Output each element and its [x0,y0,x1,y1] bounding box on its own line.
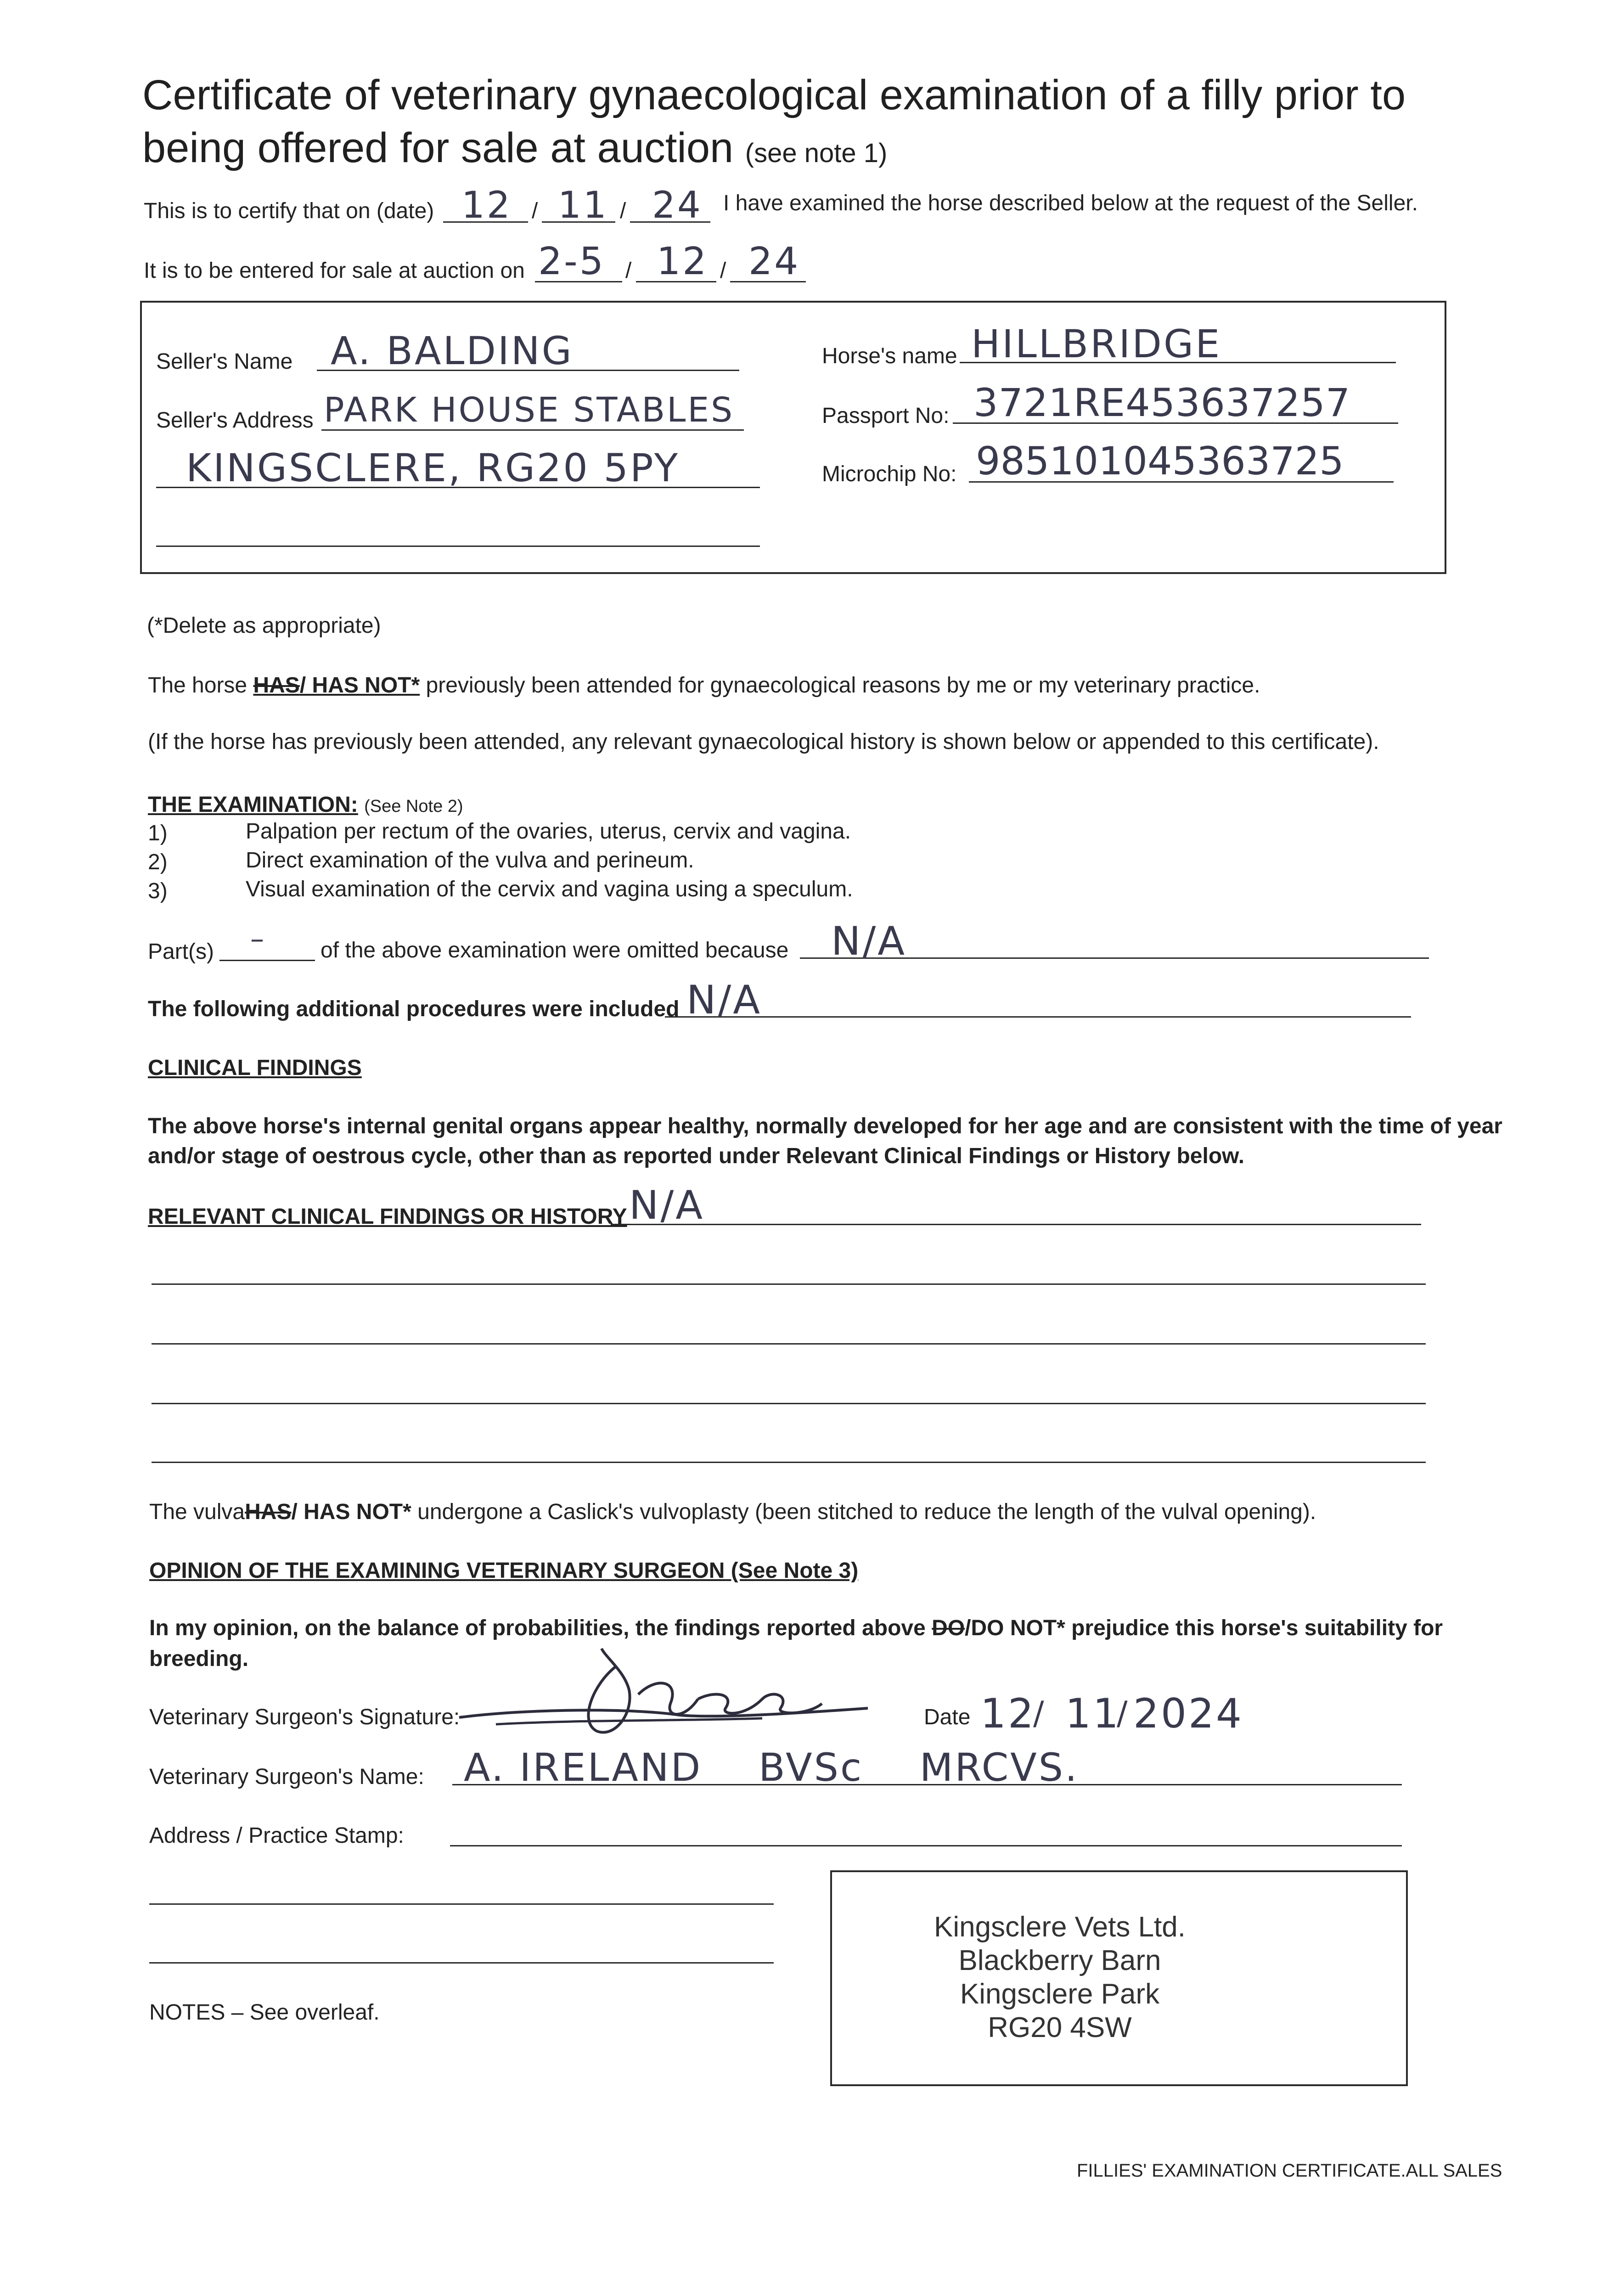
signature-label: Veterinary Surgeon's Signature: [149,1705,460,1729]
attended-struck: HAS [253,673,300,698]
exam-item-3-num: 3) [148,879,168,903]
title-note: (see note 1) [745,138,888,168]
certify-suffix: I have examined the horse described below at the request of the Seller. [723,191,1418,215]
attended-choice [253,673,420,698]
exam-item-1-text: Palpation per rectum of the ovaries, uterus, cervix and vagina. [246,819,851,844]
practice-stamp-label: Address / Practice Stamp: [149,1823,404,1848]
clinical-heading: CLINICAL FINDINGS [148,1056,362,1080]
sign-date-day: 12 [980,1690,1035,1737]
relevant-line-1 [611,1224,1421,1225]
certify-year: 24 [652,184,703,226]
certify-day: 12 [461,184,512,226]
relevant-value: N/A [629,1182,705,1228]
auction-year: 24 [748,240,800,283]
sign-date-sep-2: / [1117,1694,1130,1732]
practice-line-2 [149,1903,774,1905]
opinion-heading: OPINION OF THE EXAMINING VETERINARY SURGEON (See Note 3) [149,1559,859,1583]
seller-address-line-3 [156,546,760,547]
attended-statement [148,673,1260,698]
attended-prefix: The horse [148,673,247,698]
practice-stamp [830,1910,1289,2045]
relevant-line-3 [152,1343,1426,1345]
practice-line-1 [450,1845,1402,1846]
seller-name: A. BALDING [331,328,574,373]
vulva-suffix: undergone a Caslick's vulvoplasty (been stitched to reduce the length of the vulval opening). [417,1500,1316,1524]
sign-date-year: 2024 [1133,1690,1243,1737]
stamp-line-1: Kingsclere Vets Ltd. [934,1911,1186,1943]
passport-number: 3721RE453637257 [973,380,1351,425]
notes-overleaf: NOTES – See overleaf. [149,2000,380,2025]
certify-sep-1: / [532,199,538,223]
vulva-struck: HAS [245,1500,292,1524]
examination-heading-row [148,792,463,817]
relevant-line-4 [152,1403,1426,1404]
stamp-line-3: Kingsclere Park [960,1978,1160,2010]
sign-date-month: 11 [1065,1690,1120,1737]
attended-selected: / HAS NOT* [299,673,420,698]
seller-address-1: PARK HOUSE STABLES [324,390,735,430]
seller-address-label: Seller's Address [156,408,314,433]
history-note: (If the horse has previously been attended, any relevant gynaecological history is shown below or appended to this certificate). [148,730,1379,754]
omitted-parts: – [250,923,266,955]
auction-sep-1: / [625,259,632,283]
stamp-line-4: RG20 4SW [988,2012,1132,2044]
opinion-suffix: /DO NOT* prejudice this horse's suitability for [965,1616,1443,1640]
passport-label: Passport No: [822,404,950,428]
vulva-statement [149,1499,1316,1525]
vulva-choice: / HAS NOT* [291,1500,411,1524]
seller-name-label: Seller's Name [156,349,293,374]
clinical-statement-2: and/or stage of oestrous cycle, other than as reported under Relevant Clinical Findings or History below. [148,1144,1245,1168]
exam-item-1-num: 1) [148,821,168,845]
omitted-middle: of the above examination were omitted because [321,938,789,962]
title-line-1: Certificate of veterinary gynaecological examination of a filly prior to [142,72,1406,118]
exam-item-2-text: Direct examination of the vulva and perineum. [246,848,694,872]
additional-label: The following additional procedures were included [148,997,680,1021]
exam-item-2-num: 2) [148,850,168,874]
delete-note: (*Delete as appropriate) [147,613,381,638]
attended-suffix: previously been attended for gynaecological reasons by me or my veterinary practice. [426,673,1260,698]
title-line-2 [142,122,1406,174]
additional-value: N/A [686,977,762,1023]
microchip-number: 985101045363725 [976,439,1344,484]
signature-scribble [441,1639,891,1745]
auction-day: 2-5 [538,240,605,283]
horse-name-label: Horse's name [822,344,957,368]
seller-address-2: KINGSCLERE, RG20 5PY [186,445,680,490]
vet-name-label: Veterinary Surgeon's Name: [149,1765,424,1789]
practice-line-3 [149,1962,774,1964]
opinion-prefix: In my opinion, on the balance of probabilities, the findings reported above [149,1616,926,1640]
omitted-parts-line [219,960,315,961]
auction-sep-2: / [720,259,726,283]
relevant-label: RELEVANT CLINICAL FINDINGS OR HISTORY [148,1204,627,1229]
relevant-line-5 [152,1462,1426,1463]
footer-label: FILLIES' EXAMINATION CERTIFICATE.ALL SALES [1077,2161,1502,2181]
opinion-line-2: breeding. [149,1647,249,1671]
examination-heading: THE EXAMINATION: [148,793,358,817]
exam-item-3-text: Visual examination of the cervix and vagina using a speculum. [246,877,853,901]
date-label: Date [924,1705,971,1729]
clinical-statement-1: The above horse's internal genital organs appear healthy, normally developed for her age and are consistent with the time of year [148,1114,1502,1138]
certify-prefix: This is to certify that on (date) [144,199,434,223]
sign-date-sep-1: / [1033,1694,1046,1732]
opinion-struck: DO [932,1616,965,1640]
title-line-2-text: being offered for sale at auction [142,124,734,171]
certificate-title [142,69,1406,174]
additional-line [665,1016,1411,1018]
omitted-prefix: Part(s) [148,940,214,964]
stamp-line-2: Blackberry Barn [958,1945,1161,1977]
horse-name: HILLBRIDGE [971,321,1222,366]
auction-month: 12 [657,240,709,283]
vet-name: A. IRELAND BVSc MRCVS. [464,1745,1079,1790]
examination-note: (See Note 2) [364,797,463,816]
certify-sep-2: / [620,199,626,223]
opinion-line-1 [149,1615,1443,1641]
certify-month: 11 [558,184,608,226]
relevant-line-2 [152,1283,1426,1285]
omitted-reason: N/A [831,918,907,964]
microchip-label: Microchip No: [822,462,957,486]
vulva-prefix: The vulva [149,1500,245,1524]
auction-prefix: It is to be entered for sale at auction on [144,259,525,283]
